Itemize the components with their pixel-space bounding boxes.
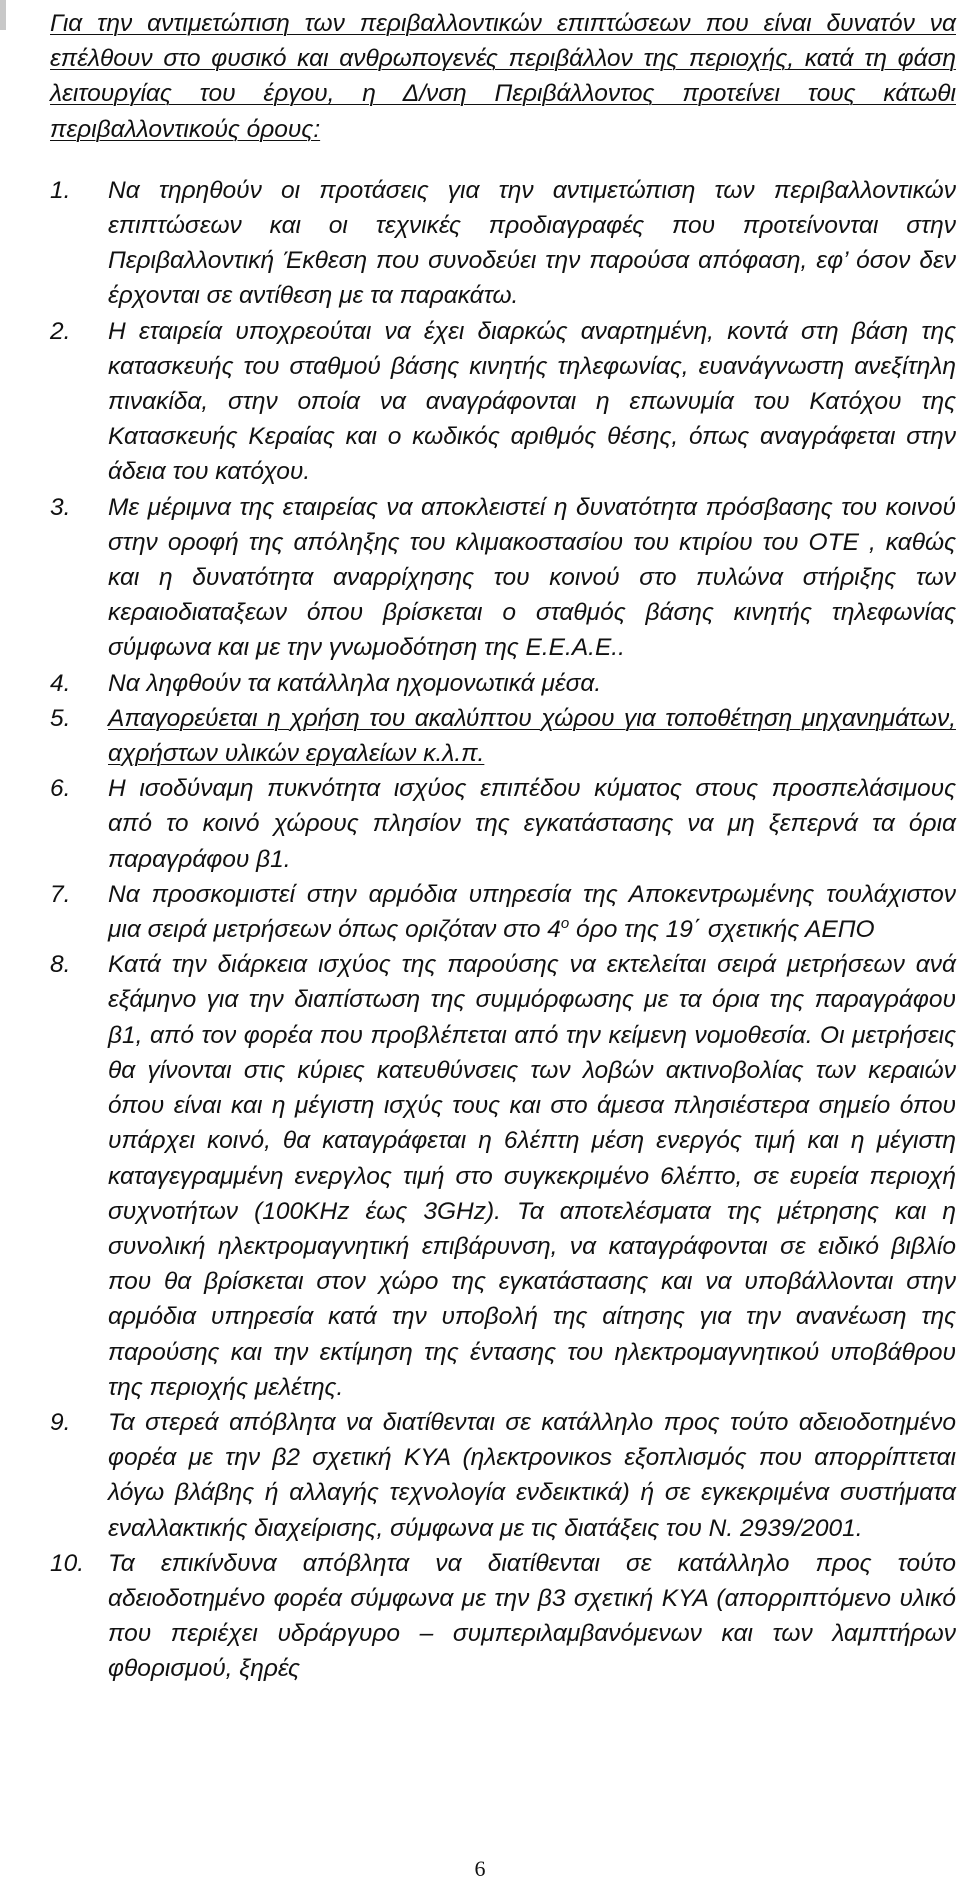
list-item [40, 771, 956, 877]
item-text: Τα επικίνδυνα απόβλητα να διατίθενται σε κατάλληλο προς τούτο αδειοδοτημένο φορέα σύμφωνα με την β3 σχετική ΚΥΑ (απορριπτόμενο υλικό που περιέχει υδράργυρο – συμπεριλαμβανόμενων και των λαμπτήρων φθορισμού, ξηρές [108, 1549, 956, 1683]
list-item [40, 1405, 956, 1546]
item-number: 6. [50, 775, 71, 803]
item-number: 5. [50, 704, 71, 732]
item-text: Απαγορεύεται η χρήση του ακαλύπτου χώρου για τοποθέτηση μηχανημάτων, αχρήστων υλικών εργαλείων κ.λ.π. [108, 704, 956, 768]
list-item [40, 877, 956, 947]
intro-paragraph: Για την αντιμετώπιση των περιβαλλοντικών επιπτώσεων που είναι δυνατόν να επέλθουν στο φυσικό και ανθρωπογενές περιβάλλον της περιοχής, κατά τη φάση λειτουργίας του έργου, η Δ/νση Περιβάλλοντος προτείνει τους κάτωθι περιβαλλοντικούς όρους: [50, 10, 956, 143]
item-text: Τα στερεά απόβλητα να διατίθενται σε κατάλληλο προς τούτο αδειοδοτημένο φορέα με την β2 σχετική ΚΥΑ (ηλεκτρονικos εξοπλισμός που απορρίπτεται λόγω βλάβης ή αλλαγής τεχνολογία ενδεικτικά) ή σε εγκεκριμένα συστήματα εναλλακτικής διαχείρισης, σύμφωνα με τις διατάξεις του Ν. 2939/2001. [108, 1408, 956, 1542]
list-item [40, 1546, 956, 1687]
item-text-after-superscript: όρο της 19΄ σχετικής ΑΕΠΟ [569, 916, 875, 944]
item-text-before-superscript: Να προσκομιστεί στην αρμόδια υπηρεσία της Αποκεντρωμένης τουλάχιστον μια σειρά μετρήσεων όπως οριζόταν στο 4 [108, 880, 956, 944]
environmental-terms-list [40, 173, 956, 1687]
item-number: 4. [50, 669, 71, 697]
list-item [40, 666, 956, 701]
item-number: 2. [50, 317, 71, 345]
item-text: Κατά την διάρκεια ισχύος της παρούσης να εκτελείται σειρά μετρήσεων ανά εξάμηνο για την διαπίστωση της συμμόρφωσης με τα όρια της παραγράφου β1, από τον φορέα που προβλέπεται από την κείμενη νομοθεσία. Οι μετρήσεις θα γίνονται στις κύριες κατευθύνσεις των λοβών ακτινοβολίας των κεραιών όπου είναι και η μέγιστη ισχύς τους και στο άμεσα πλησιέστερα σημείο όπου υπάρχει κοινό, θα καταγράφεται η 6λέπτη μέση ενεργός τιμή και η μέγιστη καταγεγραμμένη ενεργλος τιμή στο συγκεκριμένο 6λέπτο, σε ευρεία περιοχή συχνοτήτων (100KHz έως 3GHz). Τα αποτελέσματα της μέτρησης και η συνολική ηλεκτρομαγνητική επιβάρυνση, να καταγράφονται σε ειδικό βιβλίο που θα βρίσκεται στον χώρο της εγκατάστασης και να υποβάλλονται στην αρμόδια υπηρεσία κατά την υποβολή της αίτησης για την ανανέωση της παρούσης και την εκτίμηση της έντασης του ηλεκτρομαγνητικού υποβάθρου της περιοχής μελέτης. [108, 951, 956, 1401]
item-number: 7. [50, 880, 71, 908]
list-item [40, 701, 956, 771]
item-text [108, 877, 956, 947]
scan-edge-mark [0, 0, 6, 30]
list-item [40, 314, 956, 490]
item-text: Να ληφθούν τα κατάλληλα ηχομονωτικά μέσα. [108, 669, 602, 697]
document-body [40, 6, 956, 1687]
list-item [40, 173, 956, 314]
page-number: 6 [474, 1856, 486, 1881]
item-text: Η ισοδύναμη πυκνότητα ισχύος επιπέδου κύματος στους προσπελάσιμους από το κοινό χώρους πλησίον της εγκατάστασης να μη ξεπερνά τα όρια παραγράφου β1. [108, 775, 956, 873]
item-text: Να τηρηθούν οι προτάσεις για την αντιμετώπιση των περιβαλλοντικών επιπτώσεων και οι τεχνικές προδιαγραφές που προτείνονται στην Περιβαλλοντική Έκθεση που συνοδεύει την παρούσα απόφαση, εφ’ όσον δεν έρχονται σε αντίθεση με τα παρακάτω. [108, 176, 956, 310]
item-number: 3. [50, 493, 71, 521]
ordinal-superscript: ο [560, 914, 570, 932]
item-number: 1. [50, 176, 71, 204]
list-item [40, 490, 956, 666]
item-number: 9. [50, 1408, 71, 1436]
item-number: 10. [50, 1549, 85, 1577]
item-number: 8. [50, 951, 71, 979]
item-text: Η εταιρεία υποχρεούται να έχει διαρκώς αναρτημένη, κοντά στη βάση της κατασκευής του σταθμού βάσης κινητής τηλεφωνίας, ευανάγνωστη ανεξίτηλη πινακίδα, στην οποία να αναγράφονται η επωνυμία του Κατόχου της Κατασκευής Κεραίας και ο κωδικός αριθμός θέσης, όπως αναγράφεται στην άδεια του κατόχου. [108, 317, 956, 486]
list-item [40, 947, 956, 1405]
item-text: Με μέριμνα της εταιρείας να αποκλειστεί η δυνατότητα πρόσβασης του κοινού στην οροφή της απόληξης του κλιμακοστασίου του κτιρίου του ΟΤΕ , καθώς και η δυνατότητα αναρρίχησης του κοινού στο πυλώνα στήριξης των κεραιοδιαταξεων όπου βρίσκεται ο σταθμός βάσης κινητής τηλεφωνίας σύμφωνα και με την γνωμοδότηση της Ε.Ε.Α.Ε.. [108, 493, 956, 662]
